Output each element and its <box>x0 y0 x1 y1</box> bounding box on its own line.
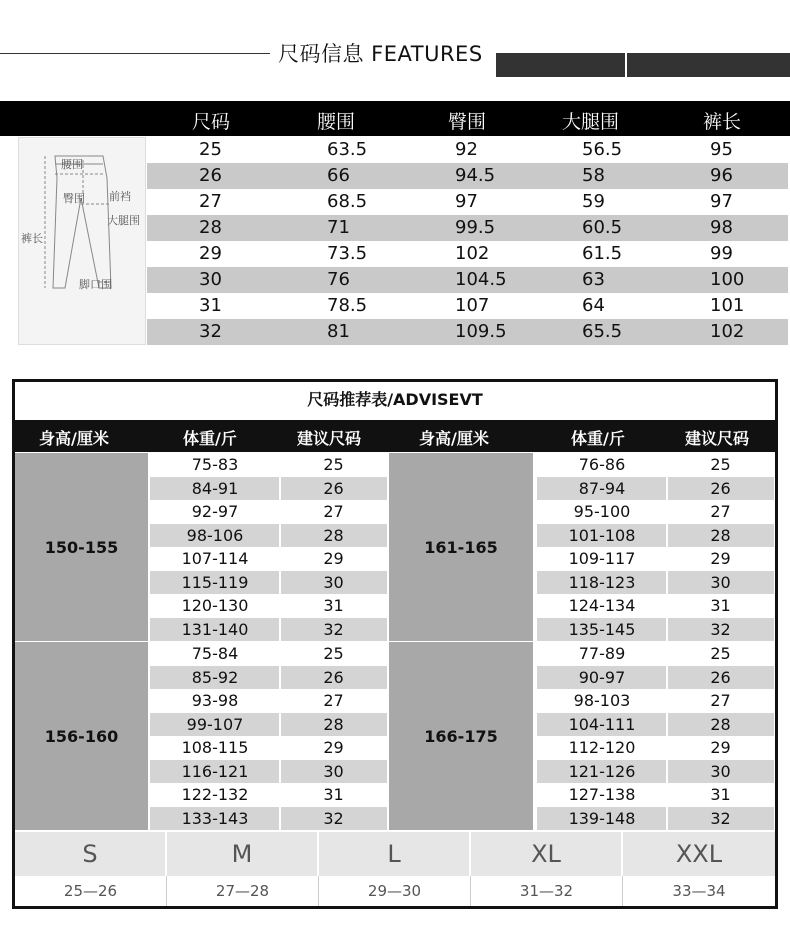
list-item: 122-132 31 <box>150 783 387 807</box>
range-l: 29—30 <box>319 876 471 906</box>
size-s: S <box>15 832 165 876</box>
list-item: 120-130 31 <box>150 594 387 618</box>
list-item: 75-83 25 <box>150 453 387 477</box>
table-row: 27 68.5 97 59 97 <box>199 191 733 212</box>
list-item: 87-94 26 <box>537 477 774 501</box>
features-header <box>0 36 790 70</box>
list-item: 77-89 25 <box>537 642 774 666</box>
size-range-row <box>15 876 775 906</box>
size-table-body <box>147 137 788 345</box>
height-block-150-155: 150-155 <box>15 453 148 641</box>
table-row: 32 81 109.5 65.5 102 <box>147 319 788 345</box>
advise-header <box>15 420 775 452</box>
list-item: 127-138 31 <box>537 783 774 807</box>
weight-size-list <box>150 642 387 830</box>
list-item: 84-91 26 <box>150 477 387 501</box>
height-block-156-160: 156-160 <box>15 642 148 830</box>
weight-size-list <box>537 642 774 830</box>
label-rise: 前裆 <box>109 190 131 203</box>
list-item: 99-107 28 <box>150 713 387 737</box>
header-rule-right <box>496 53 790 77</box>
range-s: 25—26 <box>15 876 167 906</box>
size-xl: XL <box>471 832 621 876</box>
col-weight-1: 体重/斤 <box>183 429 237 448</box>
size-table-header <box>0 101 790 136</box>
col-length: 裤长 <box>703 111 742 133</box>
list-item: 139-148 32 <box>537 807 774 831</box>
height-block-166-175: 166-175 <box>389 642 533 830</box>
list-item: 90-97 26 <box>537 666 774 690</box>
col-waist: 腰围 <box>317 111 356 133</box>
list-item: 135-145 32 <box>537 618 774 642</box>
size-m: M <box>167 832 317 876</box>
range-xxl: 33—34 <box>672 882 726 900</box>
list-item: 109-117 29 <box>537 547 774 571</box>
size-l: L <box>319 832 469 876</box>
range-m: 27—28 <box>167 876 319 906</box>
list-item: 104-111 28 <box>537 713 774 737</box>
list-item: 98-103 27 <box>537 689 774 713</box>
weight-size-list <box>537 453 774 641</box>
table-row: 30 76 104.5 63 100 <box>147 267 788 293</box>
weight-size-list <box>150 453 387 641</box>
label-hem: 脚口围 <box>79 278 112 291</box>
advise-title: 尺码推荐表/ADVISEVT <box>307 390 483 409</box>
size-xxl: XXL <box>623 832 775 876</box>
header-rule-left <box>0 53 270 54</box>
height-block-161-165: 161-165 <box>389 453 533 641</box>
label-length: 裤长 <box>21 232 43 245</box>
trouser-diagram <box>18 137 146 345</box>
list-item: 95-100 27 <box>537 500 774 524</box>
list-item: 93-98 27 <box>150 689 387 713</box>
list-item: 118-123 30 <box>537 571 774 595</box>
table-row: 29 73.5 102 61.5 99 <box>199 243 733 264</box>
range-xl: 31—32 <box>471 876 623 906</box>
list-item: 131-140 32 <box>150 618 387 642</box>
table-row: 25 63.5 92 56.5 95 <box>199 139 733 160</box>
col-size: 尺码 <box>192 111 231 133</box>
list-item: 107-114 29 <box>150 547 387 571</box>
label-hip: 臀围 <box>63 192 85 205</box>
list-item: 124-134 31 <box>537 594 774 618</box>
list-item: 98-106 28 <box>150 524 387 548</box>
table-row: 26 66 94.5 58 96 <box>147 163 788 189</box>
col-weight-2: 体重/斤 <box>571 429 625 448</box>
label-thigh: 大腿围 <box>107 214 140 227</box>
col-thigh: 大腿围 <box>562 111 620 133</box>
list-item: 112-120 29 <box>537 736 774 760</box>
list-item: 85-92 26 <box>150 666 387 690</box>
label-waist: 腰围 <box>61 158 83 171</box>
page-title: 尺码信息 FEATURES <box>278 42 483 66</box>
col-size-1: 建议尺码 <box>297 429 362 448</box>
size-letter-row <box>15 832 775 876</box>
col-size-2: 建议尺码 <box>685 429 750 448</box>
table-row: 31 78.5 107 64 101 <box>199 295 745 316</box>
col-hip: 臀围 <box>448 111 487 133</box>
list-item: 76-86 25 <box>537 453 774 477</box>
size-recommendation-table <box>12 379 778 909</box>
list-item: 133-143 32 <box>150 807 387 831</box>
list-item: 116-121 30 <box>150 760 387 784</box>
col-height-2: 身高/厘米 <box>419 429 489 448</box>
list-item: 75-84 25 <box>150 642 387 666</box>
list-item: 92-97 27 <box>150 500 387 524</box>
list-item: 115-119 30 <box>150 571 387 595</box>
col-height-1: 身高/厘米 <box>39 429 109 448</box>
table-row: 28 71 99.5 60.5 98 <box>147 215 788 241</box>
list-item: 101-108 28 <box>537 524 774 548</box>
list-item: 108-115 29 <box>150 736 387 760</box>
list-item: 121-126 30 <box>537 760 774 784</box>
